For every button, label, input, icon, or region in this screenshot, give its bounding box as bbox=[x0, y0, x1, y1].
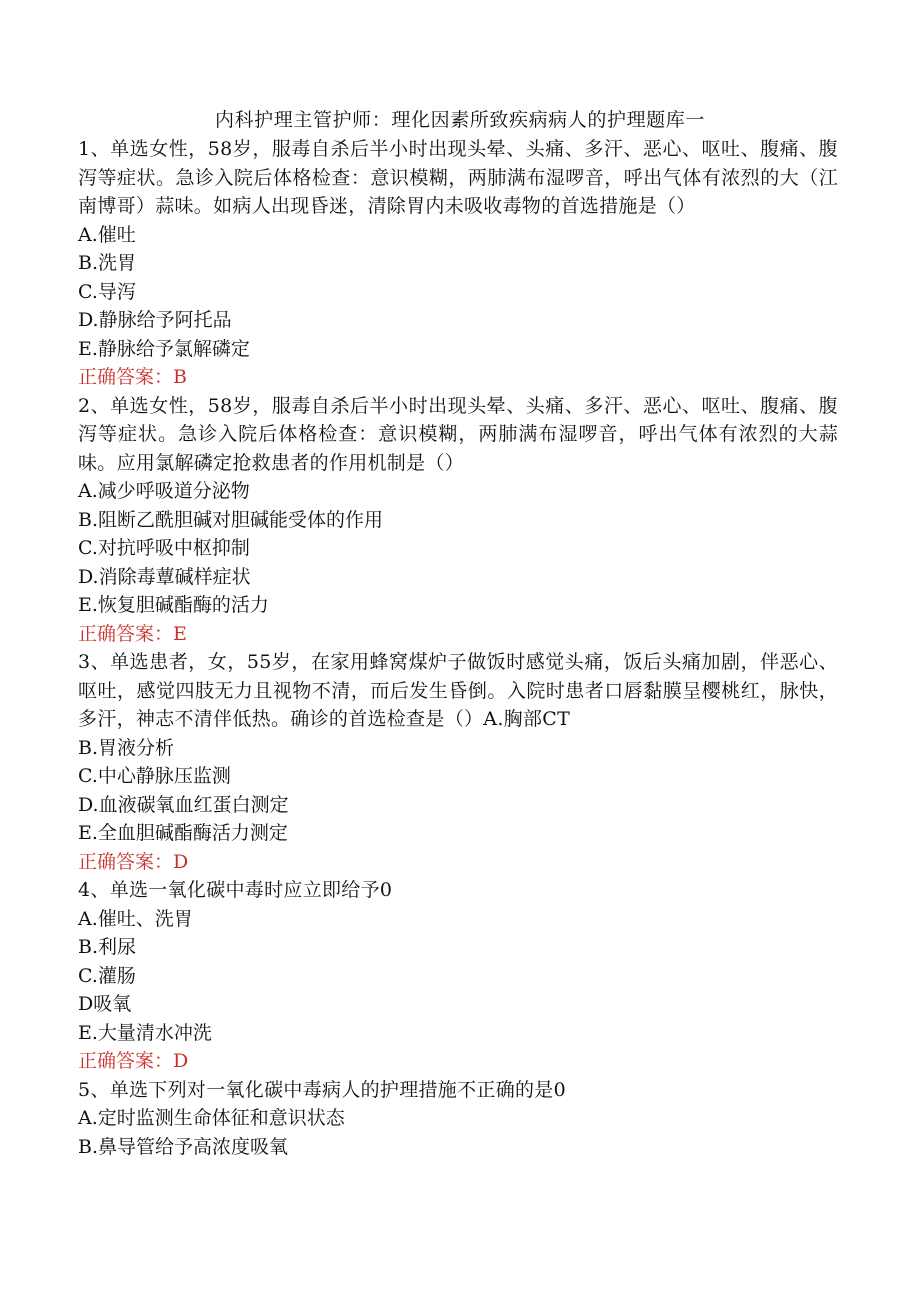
option-b: B.阻断乙酰胆碱对胆碱能受体的作用 bbox=[78, 508, 384, 531]
option-a: A.减少呼吸道分泌物 bbox=[78, 480, 250, 502]
option-b: B.胃液分析 bbox=[78, 736, 175, 759]
answer-value: D bbox=[173, 1050, 189, 1072]
correct-answer bbox=[78, 620, 838, 649]
answer-value: D bbox=[173, 850, 189, 873]
answer-label: 正确答案： bbox=[78, 622, 174, 645]
correct-answer bbox=[78, 1047, 838, 1076]
answer-value: B bbox=[173, 366, 187, 388]
option-e: E.恢复胆碱酯酶的活力 bbox=[78, 594, 269, 616]
question-5 bbox=[78, 1076, 838, 1162]
question-1 bbox=[78, 135, 838, 392]
document-title: 内科护理主管护师：理化因素所致疾病病人的护理题库一 bbox=[214, 109, 705, 131]
answer-label: 正确答案： bbox=[78, 366, 174, 388]
option-d: D吸氧 bbox=[78, 993, 132, 1015]
option-c: C.导泻 bbox=[78, 280, 136, 303]
question-list bbox=[78, 135, 838, 1161]
question-stem: 3、单选患者，女，55岁，在家用蜂窝煤炉子做饭时感觉头痛，饭后头痛加剧，伴恶心、呕吐，感觉四肢无力且视物不清，而后发生昏倒。入院时患者口唇黏膜呈樱桃红，脉快，多汗，神志不清伴低热。确诊的首选检查是（）A.胸部CT bbox=[78, 651, 838, 730]
option-c: C.对抗呼吸中枢抑制 bbox=[78, 537, 250, 559]
option-c: C.灌肠 bbox=[78, 964, 136, 987]
option-d: D.血液碳氧血红蛋白测定 bbox=[78, 793, 289, 816]
option-d: D.消除毒蕈碱样症状 bbox=[78, 565, 251, 588]
option-b: B.鼻导管给予高浓度吸氧 bbox=[78, 1135, 289, 1158]
answer-value: E bbox=[173, 622, 187, 645]
question-3 bbox=[78, 648, 838, 876]
option-a: A.催吐、洗胃 bbox=[78, 907, 193, 930]
option-d: D.静脉给予阿托品 bbox=[78, 309, 232, 331]
option-e: E.全血胆碱酯酶活力测定 bbox=[78, 822, 288, 844]
option-b: B.洗胃 bbox=[78, 252, 137, 274]
question-stem: 1、单选女性，58岁，服毒自杀后半小时出现头晕、头痛、多汗、恶心、呕吐、腹痛、腹泻等症状。急诊入院后体格检查：意识模糊，两肺满布湿啰音，呼出气体有浓烈的大（江南博哥）蒜味。如病人出现昏迷，清除胃内未吸收毒物的首选措施是（） bbox=[78, 138, 838, 217]
correct-answer bbox=[78, 848, 838, 877]
question-stem: 4、单选一氧化碳中毒时应立即给予0 bbox=[78, 879, 393, 901]
option-e: E.大量清水冲洗 bbox=[78, 1021, 212, 1044]
answer-label: 正确答案： bbox=[78, 1050, 174, 1072]
question-4 bbox=[78, 876, 838, 1076]
option-b: B.利尿 bbox=[78, 936, 137, 958]
option-a: A.定时监测生命体征和意识状态 bbox=[78, 1107, 345, 1129]
option-a: A.催吐 bbox=[78, 223, 136, 246]
answer-label: 正确答案： bbox=[78, 850, 174, 873]
question-stem: 2、单选女性，58岁，服毒自杀后半小时出现头晕、头痛、多汗、恶心、呕吐、腹痛、腹泻等症状。急诊入院后体格检查：意识模糊，两肺满布湿啰音，呼出气体有浓烈的大蒜味。应用氯解磷定抢救患者的作用机制是（） bbox=[78, 394, 838, 474]
option-c: C.中心静脉压监测 bbox=[78, 765, 231, 787]
correct-answer bbox=[78, 363, 838, 392]
question-stem: 5、单选下列对一氧化碳中毒病人的护理措施不正确的是0 bbox=[78, 1078, 566, 1101]
question-2 bbox=[78, 392, 838, 649]
option-e: E.静脉给予氯解磷定 bbox=[78, 337, 250, 360]
